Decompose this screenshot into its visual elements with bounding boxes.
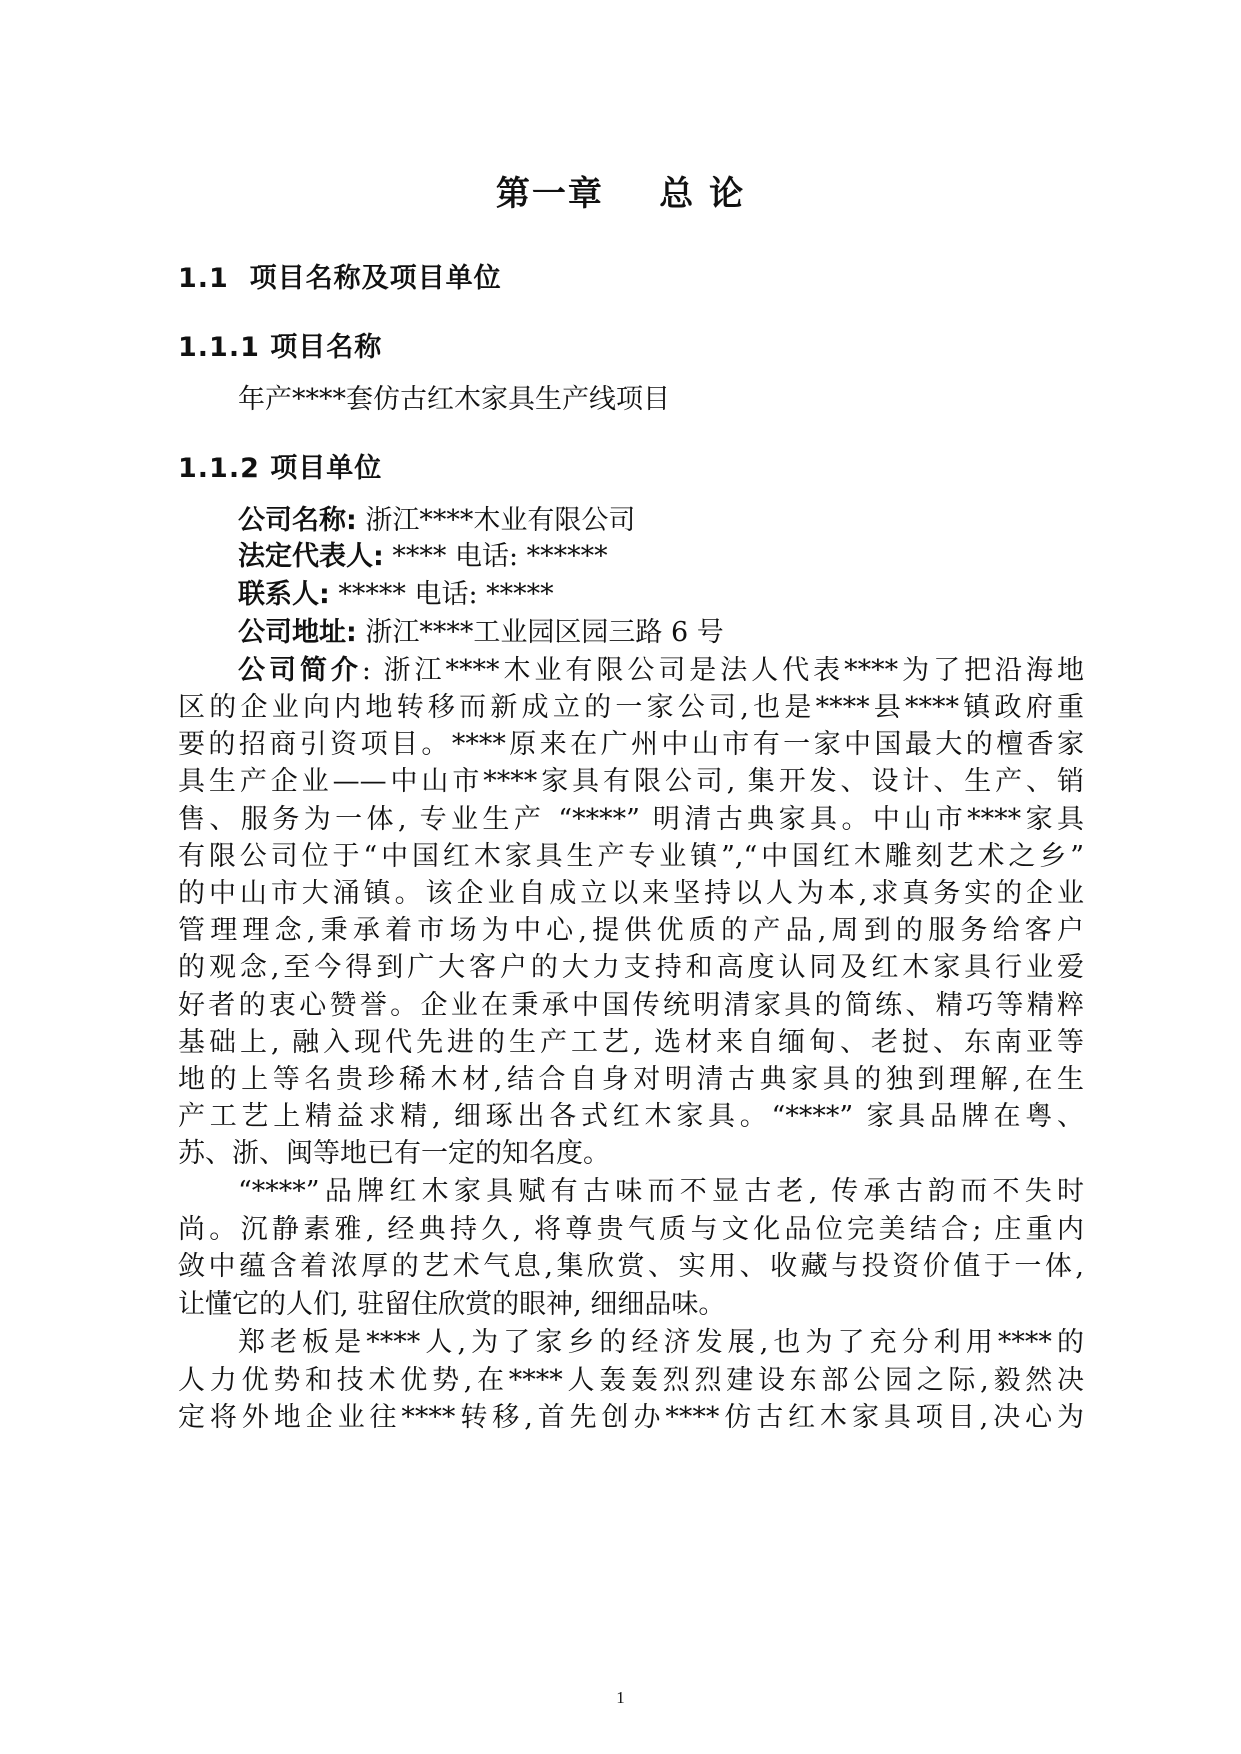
text-line: 让懂它的人们, 驻留住欣赏的眼神, 细细品味。 [178, 1288, 726, 1320]
section-heading-1-1-1: 1.1.1 项目名称 [178, 332, 383, 363]
text-line: 的中山市大涌镇。该企业自成立以来坚持以人为本,求真务实的企业 [178, 878, 1084, 909]
legal-rep-value: **** 电话: ****** [383, 541, 608, 572]
project-name-text: 年产****套仿古红木家具生产线项目 [238, 384, 670, 415]
address-row [238, 619, 1084, 646]
text-line: 尚。沉静素雅, 经典持久, 将尊贵气质与文化品位完美结合; 庄重内 [178, 1213, 1084, 1245]
contact-row [238, 581, 1084, 608]
chapter-title: 第一章 总 论 [495, 174, 746, 214]
section-heading-1-1-2: 1.1.2 项目单位 [178, 453, 383, 484]
text-line: 敛中蕴含着浓厚的艺术气息,集欣赏、实用、收藏与投资价值于一体, [178, 1251, 1084, 1282]
company-intro-first-line [238, 657, 1084, 684]
address-value: 浙江****工业园区园三路 6 号 [356, 617, 724, 648]
legal-rep-row [238, 543, 1084, 570]
text-line: 人力优势和技术优势,在****人轰轰烈烈建设东部公园之际,毅然决 [178, 1364, 1084, 1396]
text-line: 具生产企业——中山市****家具有限公司, 集开发、设计、生产、销 [178, 766, 1084, 798]
page-number: 1 [616, 1688, 625, 1707]
text-line: 定将外地企业往****转移,首先创办****仿古红木家具项目,决心为 [178, 1402, 1084, 1433]
company-name-row [238, 507, 1084, 534]
contact-value: ***** 电话: ***** [329, 579, 554, 610]
address-label: 公司地址: [238, 617, 357, 648]
text-line: 苏、浙、闽等地已有一定的知名度。 [178, 1138, 610, 1170]
company-name-label: 公司名称: [238, 505, 357, 536]
text-line: 管理理念,秉承着市场为中心,提供优质的产品,周到的服务给客户 [178, 915, 1084, 947]
text-line: 要的招商引资项目。****原来在广州中山市有一家中国最大的檀香家 [178, 729, 1084, 761]
text-line: 郑老板是****人,为了家乡的经济发展,也为了充分利用****的 [238, 1327, 1084, 1358]
legal-rep-label: 法定代表人: [238, 541, 384, 572]
text-line: “****”品牌红木家具赋有古味而不显古老, 传承古韵而不失时 [238, 1176, 1084, 1207]
text-line: 有限公司位于“中国红木家具生产专业镇”,“中国红木雕刻艺术之乡” [178, 840, 1084, 872]
contact-label: 联系人: [238, 579, 330, 610]
company-name-value: 浙江****木业有限公司 [356, 505, 636, 536]
text-line: 基础上, 融入现代先进的生产工艺, 选材来自缅甸、老挝、东南亚等 [178, 1026, 1084, 1058]
text-line: 的观念,至今得到广大客户的大力支持和高度认同及红木家具行业爱 [178, 952, 1084, 984]
text-line: 售、服务为一体, 专业生产 “****” 明清古典家具。中山市****家具 [178, 803, 1084, 835]
text-line: 好者的衷心赞誉。企业在秉承中国传统明清家具的简练、精巧等精粹 [178, 989, 1084, 1021]
section-heading-1-1: 1.1 项目名称及项目单位 [178, 263, 502, 294]
company-intro-label: 公司简介 [238, 655, 362, 686]
text-line: 地的上等名贵珍稀木材,结合自身对明清古典家具的独到理解,在生 [178, 1064, 1084, 1095]
text-line: 区的企业向内地转移而新成立的一家公司,也是****县****镇政府重 [178, 692, 1084, 723]
company-intro-first-text: : 浙江****木业有限公司是法人代表****为了把沿海地 [361, 655, 1084, 686]
text-line: 产工艺上精益求精, 细琢出各式红木家具。“****” 家具品牌在粤、 [178, 1101, 1084, 1133]
